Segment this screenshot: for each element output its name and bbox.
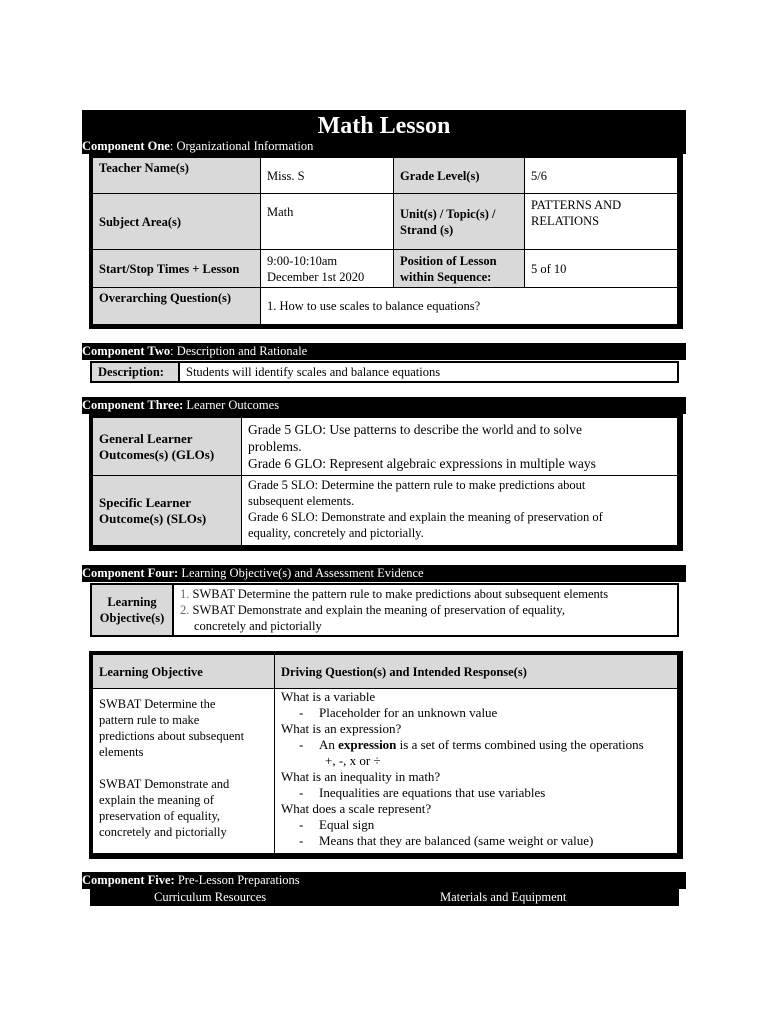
org-info-table [92,157,678,325]
objective-2 [180,602,671,618]
subject-value: Math [261,194,394,250]
component-three-header [82,397,686,414]
objectives-label [91,584,173,636]
question-variable: What is a variable [281,689,376,704]
lo-column-header: Learning Objective [93,655,275,689]
slo-value [242,476,678,546]
glo-grade5-cont: problems. [248,439,302,454]
glo-grade6: Grade 6 GLO: Represent algebraic expressions in multiple ways [248,456,596,471]
glo-label-line-1: General Learner [99,430,193,446]
answer-scale-2 [281,833,671,849]
position-label [394,250,525,288]
slo-grade5-cont: subsequent elements. [248,494,355,508]
objective-1 [180,586,671,602]
objectives-table [90,583,679,637]
question-scale: What does a scale represent? [281,801,432,816]
component-four-subtitle: Learning Objective(s) and Assessment Evidence [178,566,424,580]
objective-2-cont: concretely and pictorially [194,619,322,633]
teacher-label: Teacher Name(s) [93,158,261,194]
objectives-label-line-2: Objective(s) [99,611,165,625]
unit-value-line-2: RELATIONS [531,214,600,228]
glo-grade5: Grade 5 GLO: Use patterns to describe the world and to solve [248,422,583,437]
lo1-line-3: predictions about subsequent [99,729,245,743]
dq-cell [275,689,678,854]
slo-label-line-1: Specific Learner [99,494,192,510]
component-five-subtitle: Pre-Lesson Preparations [174,873,300,887]
lo2-line-2: explain the meaning of [99,793,214,807]
page-title: Math Lesson [317,113,451,139]
objectives-label-line-1: Learning [107,595,157,609]
glo-value [242,418,678,476]
objective-2-number: 2. [180,603,190,617]
answer-scale-1-text: Equal sign [319,817,375,832]
answer-inequality [281,785,671,801]
question-label: Overarching Question(s) [93,288,261,325]
subject-label: Subject Area(s) [93,194,261,250]
question-value: 1. How to use scales to balance equations? [261,288,678,325]
glo-label-line-2: Outcomes(s) (GLOs) [99,446,215,462]
teacher-value: Miss. S [261,158,394,194]
bullet-dash: - [299,737,304,752]
glo-label [93,418,242,476]
component-five-title: Component Five: [82,873,175,887]
component-one-title: Component One [82,139,170,153]
component-two-subtitle: : Description and Rationale [170,344,308,358]
times-value-line-1: 9:00-10:10am [267,253,338,268]
unit-label-line-2: Strand (s) [400,222,454,237]
question-expression: What is an expression? [281,721,402,736]
answer-expression-post: is a set of terms combined using the operations [396,737,644,752]
resources-header-row [90,889,679,906]
lo-cell [93,689,275,854]
slo-grade5: Grade 5 SLO: Determine the pattern rule to make predictions about [248,478,586,492]
answer-expression-cont: +, -, x or ÷ [325,753,381,768]
lo1-line-1: SWBAT Determine the [99,697,216,711]
driving-questions-table [92,654,678,854]
component-three-subtitle: Learner Outcomes [183,398,280,412]
bullet-dash: - [299,705,304,720]
component-one-header [82,139,313,154]
description-value: Students will identify scales and balance equations [179,362,678,382]
answer-expression-bold: expression [338,737,397,752]
slo-grade6: Grade 6 SLO: Demonstrate and explain the meaning of preservation of [248,510,603,524]
answer-variable-text: Placeholder for an unknown value [319,705,498,720]
objective-1-number: 1. [180,587,190,601]
outcomes-table [92,417,678,546]
answer-expression-pre: An [319,737,339,752]
component-five-header [82,872,686,889]
lo2-line-1: SWBAT Demonstrate and [99,777,230,791]
times-label: Start/Stop Times + Lesson [93,250,261,288]
slo-label [93,476,242,546]
grade-value: 5/6 [525,158,678,194]
lo2-line-3: preservation of equality, [99,809,221,823]
slo-label-line-2: Outcome(s) (SLOs) [99,510,207,526]
answer-scale-1 [281,817,671,833]
times-value [261,250,394,288]
objective-2-text: SWBAT Demonstrate and explain the meaning of preservation of equality, [192,603,565,617]
description-table [90,361,679,383]
component-one-subtitle: : Organizational Information [169,139,314,153]
dq-column-header: Driving Question(s) and Intended Response(s) [275,655,678,689]
curriculum-resources-header: Curriculum Resources [154,890,267,904]
component-four-title: Component Four: [82,566,179,580]
unit-value [525,194,678,250]
component-two-title: Component Two [82,344,171,358]
component-three-title: Component Three: [82,398,184,412]
materials-equipment-header: Materials and Equipment [440,890,567,904]
position-label-line-2: within Sequence: [400,269,492,284]
bullet-dash: - [299,833,304,848]
answer-variable [281,705,671,721]
question-inequality: What is an inequality in math? [281,769,441,784]
times-value-line-2: December 1st 2020 [267,269,365,284]
component-four-header [82,565,686,582]
bullet-dash: - [299,785,304,800]
component-two-header [82,343,686,360]
bullet-dash: - [299,817,304,832]
grade-label: Grade Level(s) [394,158,525,194]
description-label: Description: [91,362,179,382]
answer-inequality-text: Inequalities are equations that use variables [319,785,546,800]
unit-value-line-1: PATTERNS AND [531,198,622,212]
slo-grade6-cont: equality, concretely and pictorially. [248,526,424,540]
title-bar [82,110,686,154]
answer-expression [281,737,671,753]
lo1-line-2: pattern rule to make [99,713,200,727]
position-value: 5 of 10 [525,250,678,288]
objective-1-text: SWBAT Determine the pattern rule to make predictions about subsequent elements [192,587,609,601]
unit-label [394,194,525,250]
lo2-line-4: concretely and pictorially [99,825,227,839]
lo1-line-4: elements [99,745,144,759]
unit-label-line-1: Unit(s) / Topic(s) / [400,206,496,221]
answer-scale-2-text: Means that they are balanced (same weight or value) [319,833,594,848]
position-label-line-1: Position of Lesson [400,253,497,268]
objectives-list [173,584,678,636]
